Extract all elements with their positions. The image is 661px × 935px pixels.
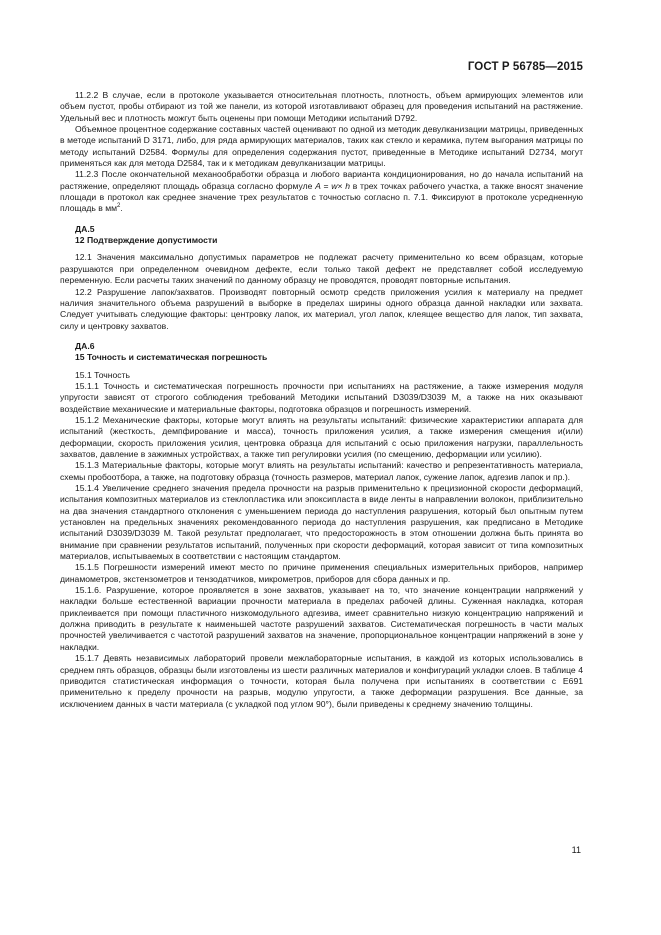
document-body [60, 90, 583, 710]
text-run: × [337, 180, 346, 191]
paragraph-15-1-3: 15.1.3 Материальные факторы, которые могут влиять на результаты испытаний: качество и репрезентативность материала, схемы пробоотбора, а также, на подготовку образца (точность размеров, материал лапок, сужение лапок, адгезив лапок и пр.). [60, 460, 583, 482]
formula-var-a: A [315, 180, 321, 191]
text-run: = [320, 180, 332, 191]
section-heading-da6: ДА.6 [75, 340, 95, 351]
paragraph-11-2-3 [60, 169, 583, 214]
formula-var-h: h [345, 180, 351, 191]
paragraph-15-1-2: 15.1.2 Механические факторы, которые могут влиять на результаты испытаний: физические характеристики аппарата для испытаний (жесткость, демпфирование и масса), точность приложения усилия, а также измерения смещения и(или) деформации, скорость приложения усилия, центровка образца для испытаний с осью приложения нагрузки, параллельность захватов, давление в зажимных устройствах, а также тип регулировки усилия (по смещению, деформации или усилию). [60, 414, 583, 459]
paragraph-15-1-1: 15.1.1 Точность и систематическая погрешность прочности при испытаниях на растяжение, а также измерения модуля упругости зависят от строгого соблюдения требований Методики испытаний D3039/D3039 M, а также на них оказывают воздействие механические и материальные факторы, подготовка образцов и погрешность измерений. [60, 380, 583, 414]
text-run: в трех точках рабочего участка, а также вносят значение площади в протокол как среднее значение трех результатов с точностью согласно п. 7.1. Фиксируют в протоколе усредненную площадь в мм [60, 180, 583, 214]
text-run: 11.2.3 После окончательной механообработки образца и любого варианта кондиционирования, но до начала испытаний на растяжение, определяют площадь образца согласно формуле [60, 169, 583, 191]
paragraph-12-2: 12.2 Разрушение лапок/захватов. Производят повторный осмотр средств приложения усилия к материалу на предмет наличия значительного объема разрушений в выборке в пределах ширины одного образца данной накладки или захвата. Следует учитывать следующие факторы: центровку лапок, их материал, угол лапок, клеящее вещество для лапок, тип захвата, силу и центровку захватов. [60, 286, 583, 331]
paragraph-15-1-7: 15.1.7 Девять независимых лабораторий провели межлабораторные испытания, в каждой из которых использовались в среднем пять образцов, образцы были изготовлены из шести различных материалов и конфигураций укладки слоев. В таблице 4 приводится статистическая информация о точности, которая была получена при испытаниях в соответствии с E691 применительно к пределу прочности на разрыв, модулю упругости, а также деформации разрушения. Все данные, за исключением данных в части материала (с укладкой под углом 90°), были приведены к среднему значению толщины. [60, 653, 583, 709]
paragraph-15-1: 15.1 Точность [75, 369, 130, 380]
formula-var-w: w [331, 180, 338, 191]
section-heading-da5: ДА.5 [75, 223, 95, 234]
page-number: 11 [571, 845, 581, 855]
paragraph-15-1-6: 15.1.6. Разрушение, которое проявляется в зоне захватов, указывает на то, что значение концентрации напряжений у накладки больше естественной вариации прочности материала в пределах рабочей длины. Суженная накладка, которая приклеивается при помощи пластичного низкомодульного адгезива, имеет сравнительно низкую концентрацию напряжений и должна приводить в результате к наименьшей частоте разрушений захватов. Систематическая погрешность в части малых прочностей увеличивается с частотой разрушений захватов на значение, пропорциональное концентрации напряжений в зоне у накладки. [60, 585, 583, 652]
paragraph-15-1-4: 15.1.4 Увеличение среднего значения предела прочности на разрыв применительно к прецизионной скорости деформаций, испытания композитных материалов из стеклопластика или эпоксипласта в виде ленты в направлении волокон, приблизительно на два значения стандартного отклонения с уменьшением периода до наступления разрушения, который был опытным путем установлен на предельных значениях рекомендованного периода до наступления разрушения, как предписано в Методике испытаний D3039/D3039 M. Такой результат предполагает, что предосторожность в этом отношении должна быть принята во внимание при сравнении результатов испытаний, полученных при скорости деформаций, которая зависит от типа композитных материалов, испытываемых в соответствии с настоящим стандартом. [60, 483, 583, 562]
paragraph-12-1: 12.1 Значения максимально допустимых параметров не подлежат расчету применительно ко всем образцам, которые разрушаются при определенном очевидном дефекте, если только такой дефект не представляет собой исследуемую переменную. Если расчеты таких значений по данному образцу не проводятся, проводят повторные испытания. [60, 252, 583, 286]
standard-code-header: ГОСТ Р 56785—2015 [467, 61, 583, 73]
paragraph-11-2-2: 11.2.2 В случае, если в протоколе указывается относительная плотность, плотность, объем армирующих элементов или объем пустот, пробы отбирают из той же панели, из которой изготавливают образец для проведения испытаний на растяжение. Удельный вес и плотность можгут быть оценены при помощи Методики испытаний D792. [60, 90, 583, 123]
text-run: . [120, 203, 123, 214]
section-heading-12: 12 Подтверждение допустимости [75, 235, 218, 246]
paragraph-15-1-5: 15.1.5 Погрешности измерений имеют место по причине применения специальных измерительных приборов, например динамометров, экстензометров и тензодатчиков, микрометров, приборов для сбора данных и пр. [60, 562, 583, 584]
superscript: 2 [117, 203, 121, 210]
paragraph-volume-content: Объемное процентное содержание составных частей оценивают по одной из методик девулканизации матрицы, приведенных в методе испытаний D 3171, либо, для ряда армирующих материалов, таких как стекло и керамика, путем выгорания матрицы по методу испытаний D2584. Формулы для определения содержания пустот, приведенные в Методике испытаний D2734, могут применяться как для метода D2584, так и к методикам девулканизации матрицы. [60, 124, 583, 169]
section-heading-15: 15 Точность и систематическая погрешность [75, 352, 268, 363]
